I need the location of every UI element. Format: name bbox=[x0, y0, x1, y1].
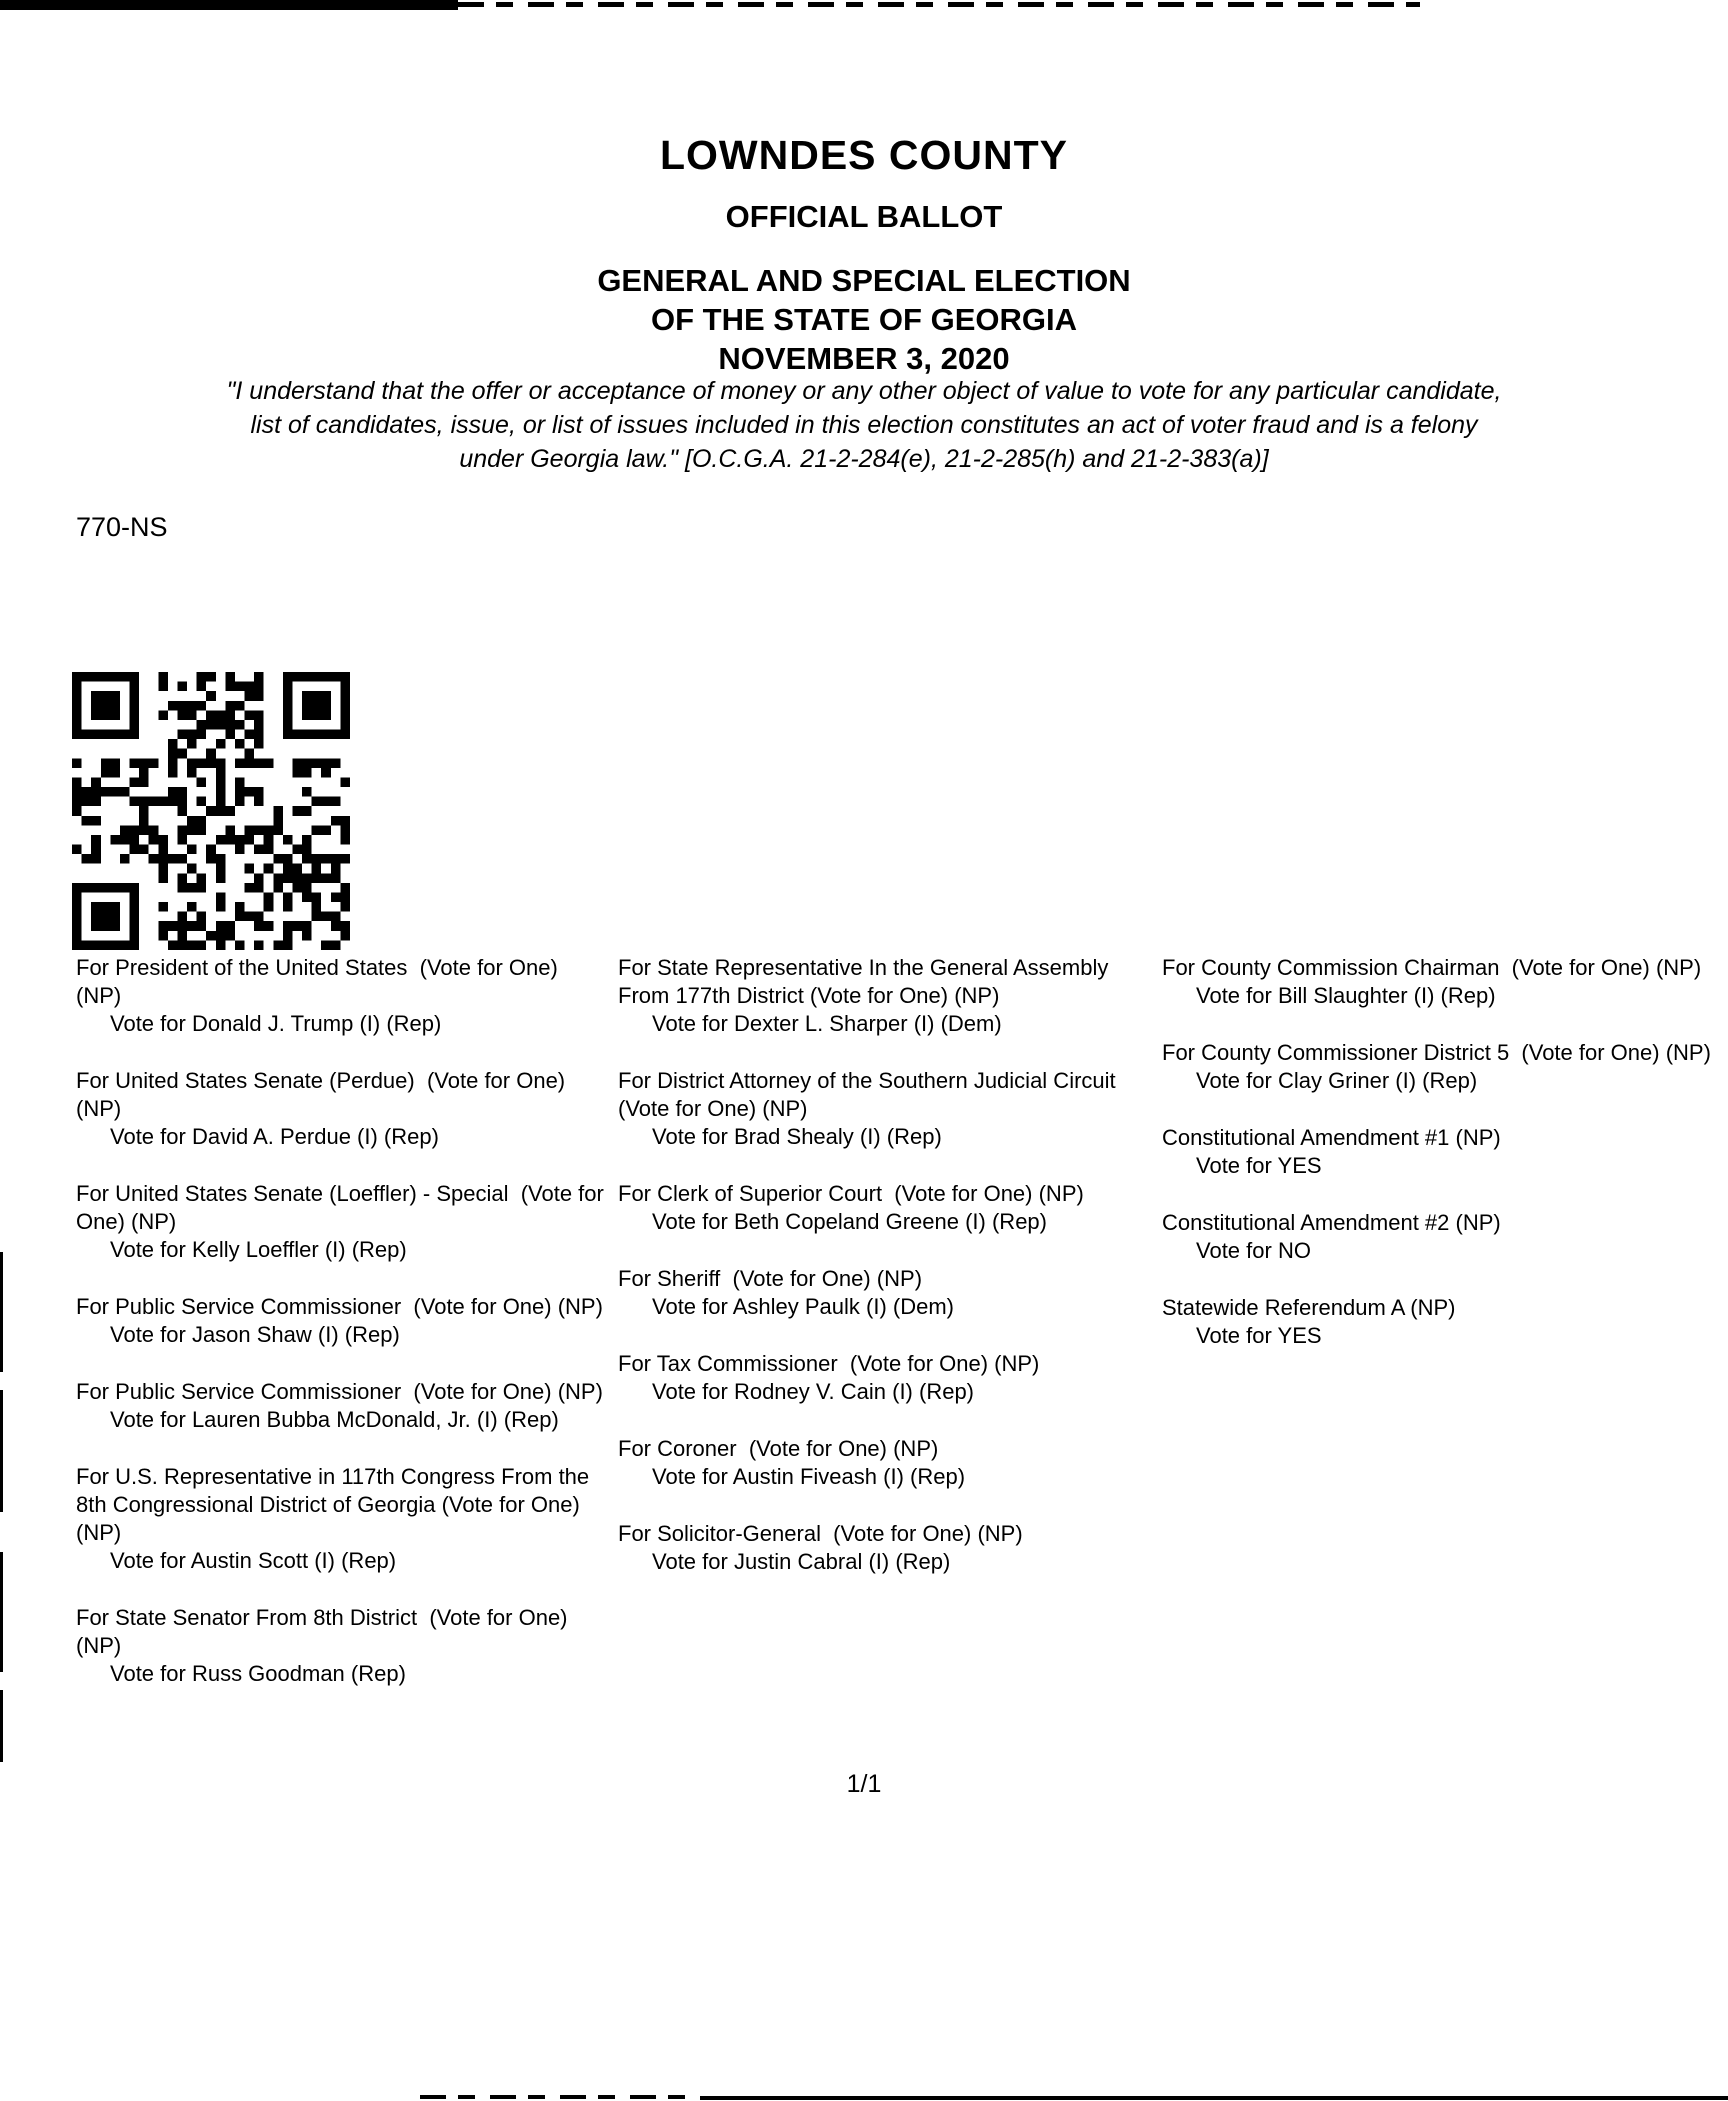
vote-line: Vote for David A. Perdue (I) (Rep) bbox=[110, 1124, 439, 1149]
vote-line: Vote for Austin Fiveash (I) (Rep) bbox=[652, 1464, 966, 1489]
ballot-column-1 bbox=[76, 954, 610, 1717]
contest-title: For Solicitor-General (Vote for One) (NP) bbox=[618, 1521, 1023, 1546]
contest bbox=[1162, 1124, 1722, 1180]
ballot-header bbox=[0, 132, 1728, 378]
disclaimer-line2: list of candidates, issue, or list of issues included in this election constitutes an act of voter fraud and is a felony bbox=[250, 411, 1478, 439]
contest bbox=[76, 1378, 604, 1434]
contest-title: Constitutional Amendment #1 (NP) bbox=[1162, 1125, 1501, 1150]
vote-line: Vote for Austin Scott (I) (Rep) bbox=[110, 1548, 397, 1573]
contest bbox=[618, 1435, 1152, 1491]
qr-code-image bbox=[72, 672, 350, 950]
scan-artifact-bottom-bar bbox=[700, 2096, 1728, 2100]
vote-line: Vote for Jason Shaw (I) (Rep) bbox=[110, 1322, 400, 1347]
contest bbox=[76, 954, 604, 1038]
scan-artifact-top-dashes bbox=[458, 2, 1420, 7]
scan-artifact-top-bar bbox=[0, 0, 458, 10]
contest-title: For Sheriff (Vote for One) (NP) bbox=[618, 1266, 923, 1291]
contest-title: For Public Service Commissioner (Vote for One) (NP) bbox=[76, 1294, 603, 1319]
vote-line: Vote for Lauren Bubba McDonald, Jr. (I) (Rep) bbox=[110, 1407, 559, 1432]
ballot-type-title: OFFICIAL BALLOT bbox=[725, 199, 1003, 234]
vote-line: Vote for Dexter L. Sharper (I) (Dem) bbox=[652, 1011, 1002, 1036]
contest-title: For State Senator From 8th District (Vote for One) (NP) bbox=[76, 1605, 574, 1658]
contest bbox=[1162, 954, 1722, 1010]
vote-line: Vote for Beth Copeland Greene (I) (Rep) bbox=[652, 1209, 1047, 1234]
vote-line: Vote for Rodney V. Cain (I) (Rep) bbox=[652, 1379, 975, 1404]
ballot-style-code: 770-NS bbox=[76, 512, 168, 542]
vote-line: Vote for YES bbox=[1196, 1153, 1322, 1178]
contest-title: For Clerk of Superior Court (Vote for One) (NP) bbox=[618, 1181, 1084, 1206]
contest-title: For United States Senate (Loeffler) - Special (Vote for One) (NP) bbox=[76, 1181, 610, 1234]
vote-line: Vote for NO bbox=[1196, 1238, 1311, 1263]
scan-artifact-left-line bbox=[0, 1252, 3, 1762]
contest-title: For District Attorney of the Southern Judicial Circuit (Vote for One) (NP) bbox=[618, 1068, 1128, 1121]
contest bbox=[1162, 1039, 1722, 1095]
vote-line: Vote for Brad Shealy (I) (Rep) bbox=[652, 1124, 942, 1149]
vote-line: Vote for Russ Goodman (Rep) bbox=[110, 1661, 406, 1686]
contest bbox=[76, 1293, 604, 1349]
contest bbox=[1162, 1209, 1722, 1265]
election-name-line2: OF THE STATE OF GEORGIA bbox=[651, 302, 1077, 337]
election-name-line1: GENERAL AND SPECIAL ELECTION bbox=[597, 263, 1131, 298]
ballot-column-3 bbox=[1162, 954, 1722, 1379]
contest-title: For Tax Commissioner (Vote for One) (NP) bbox=[618, 1351, 1040, 1376]
contest-title: For United States Senate (Perdue) (Vote for One) (NP) bbox=[76, 1068, 572, 1121]
vote-line: Vote for Kelly Loeffler (I) (Rep) bbox=[110, 1237, 407, 1262]
contest bbox=[76, 1463, 604, 1575]
vote-line: Vote for Justin Cabral (I) (Rep) bbox=[652, 1549, 951, 1574]
vote-line: Vote for Clay Griner (I) (Rep) bbox=[1196, 1068, 1478, 1093]
contest bbox=[618, 1350, 1152, 1406]
contest bbox=[618, 1180, 1152, 1236]
contest-title: For Public Service Commissioner (Vote for One) (NP) bbox=[76, 1379, 603, 1404]
contest-title: For State Representative In the General Assembly From 177th District (Vote for One) (NP) bbox=[618, 955, 1115, 1008]
contest-title: Statewide Referendum A (NP) bbox=[1162, 1295, 1456, 1320]
voter-fraud-disclaimer bbox=[54, 374, 1674, 476]
contest bbox=[618, 1067, 1152, 1151]
page-number: 1/1 bbox=[846, 1770, 882, 1798]
disclaimer-line3: under Georgia law." [O.C.G.A. 21-2-284(e), 21-2-285(h) and 21-2-383(a)] bbox=[459, 445, 1269, 473]
ballot-column-2 bbox=[618, 954, 1152, 1605]
contest bbox=[618, 1520, 1152, 1576]
contest bbox=[1162, 1294, 1722, 1350]
contest bbox=[618, 1265, 1152, 1321]
contest bbox=[618, 954, 1152, 1038]
contest-title: For U.S. Representative in 117th Congress From the 8th Congressional District of Georgia (Vote for One) (NP) bbox=[76, 1464, 596, 1545]
election-date: NOVEMBER 3, 2020 bbox=[718, 341, 1010, 376]
contest bbox=[76, 1180, 610, 1264]
vote-line: Vote for Bill Slaughter (I) (Rep) bbox=[1196, 983, 1496, 1008]
vote-line: Vote for YES bbox=[1196, 1323, 1322, 1348]
contest-title: For Coroner (Vote for One) (NP) bbox=[618, 1436, 939, 1461]
vote-line: Vote for Ashley Paulk (I) (Dem) bbox=[652, 1294, 954, 1319]
qr-code bbox=[72, 672, 350, 950]
contest bbox=[76, 1067, 604, 1151]
contest-title: For County Commissioner District 5 (Vote for One) (NP) bbox=[1162, 1040, 1711, 1065]
scan-artifact-bottom-dashes bbox=[420, 2095, 700, 2099]
vote-line: Vote for Donald J. Trump (I) (Rep) bbox=[110, 1011, 442, 1036]
contest bbox=[76, 1604, 604, 1688]
contest-title: For President of the United States (Vote for One) (NP) bbox=[76, 955, 564, 1008]
contest-title: For County Commission Chairman (Vote for One) (NP) bbox=[1162, 955, 1702, 980]
county-title: LOWNDES COUNTY bbox=[659, 132, 1069, 178]
disclaimer-line1: "I understand that the offer or acceptance of money or any other object of value to vote for any particular candidate, bbox=[226, 377, 1502, 405]
contest-title: Constitutional Amendment #2 (NP) bbox=[1162, 1210, 1501, 1235]
